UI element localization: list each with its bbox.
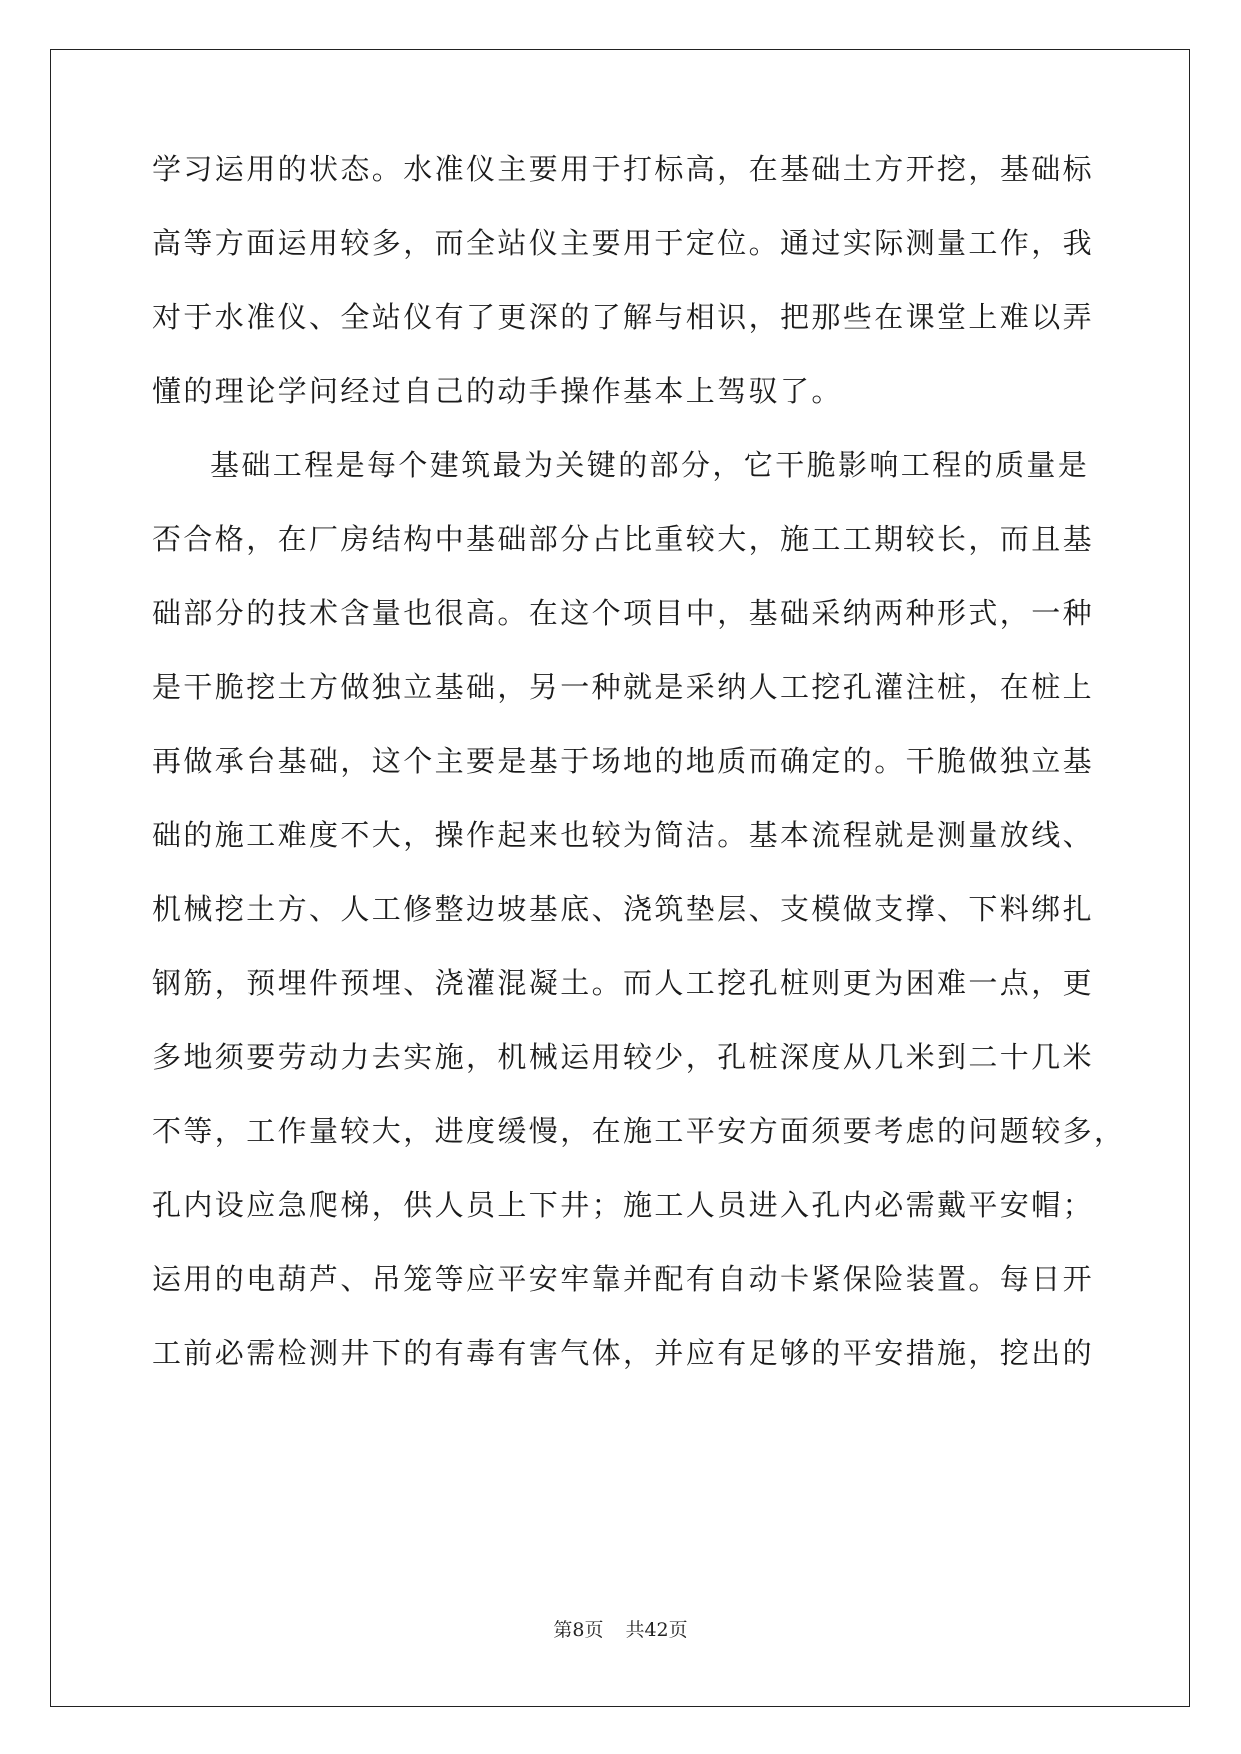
- page-border: [50, 49, 1190, 1707]
- text-line: 工前必需检测井下的有毒有害气体，并应有足够的平安措施，挖出的: [152, 1336, 1095, 1370]
- text-line: 孔内设应急爬梯，供人员上下井；施工人员进入孔内必需戴平安帽；: [152, 1188, 1095, 1222]
- text-line: 高等方面运用较多，而全站仪主要用于定位。通过实际测量工作，我: [152, 226, 1095, 260]
- text-line: 机械挖土方、人工修整边坡基底、浇筑垫层、支模做支撑、下料绑扎: [152, 892, 1095, 926]
- text-line: 是干脆挖土方做独立基础，另一种就是采纳人工挖孔灌注桩，在桩上: [152, 670, 1095, 704]
- page-total: 共42页: [625, 1619, 688, 1641]
- text-line: 否合格，在厂房结构中基础部分占比重较大，施工工期较长，而且基: [152, 522, 1095, 556]
- paragraph-first-line: 基础工程是每个建筑最为关键的部分，它干脆影响工程的质量是: [210, 448, 1090, 482]
- text-line: 再做承台基础，这个主要是基于场地的地质而确定的。干脆做独立基: [152, 744, 1095, 778]
- text-line: 对于水准仪、全站仪有了更深的了解与相识，把那些在课堂上难以弄: [152, 300, 1095, 334]
- text-line: 础的施工难度不大，操作起来也较为简洁。基本流程就是测量放线、: [152, 818, 1095, 852]
- text-line: 运用的电葫芦、吊笼等应平安牢靠并配有自动卡紧保险装置。每日开: [152, 1262, 1095, 1296]
- page-footer: [0, 1618, 1241, 1642]
- text-line: 础部分的技术含量也很高。在这个项目中，基础采纳两种形式，一种: [152, 596, 1095, 630]
- text-line: 懂的理论学问经过自己的动手操作基本上驾驭了。: [152, 374, 843, 408]
- text-line: 多地须要劳动力去实施，机械运用较少，孔桩深度从几米到二十几米: [152, 1040, 1095, 1074]
- page-number: 第8页: [553, 1619, 604, 1641]
- text-line: 不等，工作量较大，进度缓慢，在施工平安方面须要考虑的问题较多，: [152, 1114, 1126, 1148]
- text-line: 钢筋，预埋件预埋、浇灌混凝土。而人工挖孔桩则更为困难一点，更: [152, 966, 1095, 1000]
- text-line: 学习运用的状态。水准仪主要用于打标高，在基础土方开挖，基础标: [152, 152, 1095, 186]
